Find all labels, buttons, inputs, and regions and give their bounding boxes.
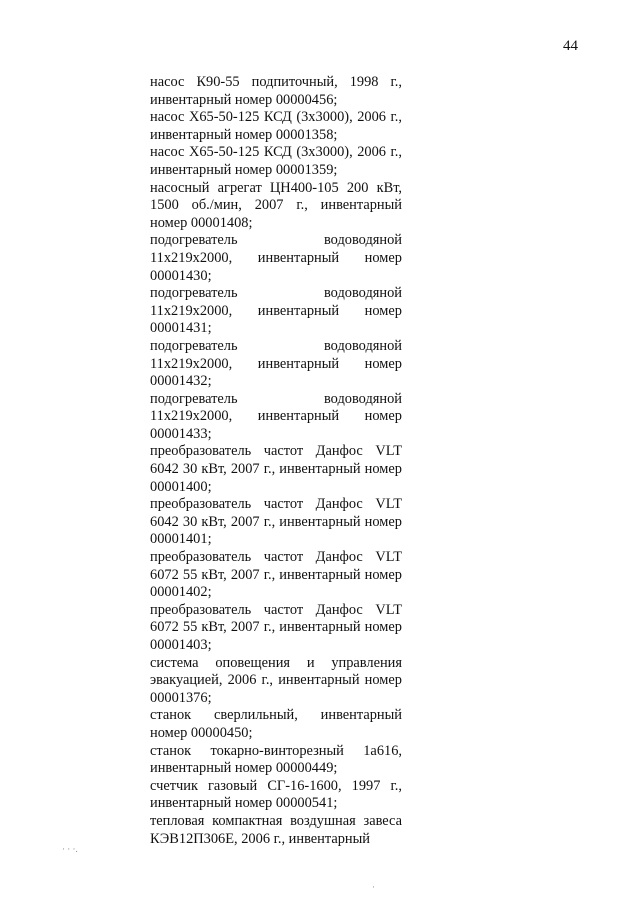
list-item [150, 443, 402, 496]
list-item-text: преобразователь частот Данфос VLT 6072 55 кВт, 2007 г., инвентарный номер 00001402; [150, 549, 402, 601]
list-item-text: станок токарно-винторезный 1а616, инвентарный номер 00000449; [150, 742, 402, 777]
list-item-text: преобразователь частот Данфос VLT 6042 30 кВт, 2007 г., инвентарный номер 00001400; [150, 443, 402, 495]
list-item [150, 391, 402, 444]
list-item-text: насосный агрегат ЦН400-105 200 кВт, 1500 об./мин, 2007 г., инвентарный номер 00001408; [150, 179, 402, 231]
list-item-text: тепловая компактная воздушная завеса КЭВ12П306Е, 2006 г., инвентарный [150, 812, 402, 847]
list-item [150, 655, 402, 708]
list-item-text: подогреватель водоводяной 11х219х2000, инвентарный номер 00001431; [150, 285, 402, 337]
list-item-text: система оповещения и управления эвакуацией, 2006 г., инвентарный номер 00001376; [150, 654, 402, 706]
list-item [150, 338, 402, 391]
list-item-text: счетчик газовый СГ-16-1600, 1997 г., инвентарный номер 00000541; [150, 777, 402, 812]
list-item [150, 144, 402, 179]
list-item-text: подогреватель водоводяной 11х219х2000, инвентарный номер 00001430; [150, 232, 402, 284]
page-number: 44 [563, 38, 578, 54]
list-item [150, 285, 402, 338]
list-item-text: преобразователь частот Данфос VLT 6072 55 кВт, 2007 г., инвентарный номер 00001403; [150, 601, 402, 653]
list-item [150, 813, 402, 848]
list-item-text: насос К90-55 подпиточный, 1998 г., инвентарный номер 00000456; [150, 74, 402, 108]
equipment-list [150, 74, 402, 848]
list-item [150, 180, 402, 233]
list-item-text: подогреватель водоводяной 11х219х2000, инвентарный номер 00001433; [150, 390, 402, 442]
list-item [150, 602, 402, 655]
list-item [150, 496, 402, 549]
scan-speck: · [372, 882, 375, 892]
list-item-text: насос Х65-50-125 КСД (3х3000), 2006 г., инвентарный номер 00001359; [150, 144, 402, 178]
list-item [150, 778, 402, 813]
list-item [150, 707, 402, 742]
list-item [150, 549, 402, 602]
scan-speck: · · ·. [62, 844, 78, 854]
list-item-text: станок сверлильный, инвентарный номер 00000450; [150, 707, 402, 741]
list-item-text: подогреватель водоводяной 11х219х2000, инвентарный номер 00001432; [150, 337, 402, 390]
list-item [150, 743, 402, 778]
list-item-text: насос Х65-50-125 КСД (3х3000), 2006 г., инвентарный номер 00001358; [150, 109, 402, 143]
list-item [150, 109, 402, 144]
list-item-text: преобразователь частот Данфос VLT 6042 30 кВт, 2007 г., инвентарный номер 00001401; [150, 496, 402, 548]
list-item [150, 74, 402, 109]
list-item [150, 232, 402, 285]
